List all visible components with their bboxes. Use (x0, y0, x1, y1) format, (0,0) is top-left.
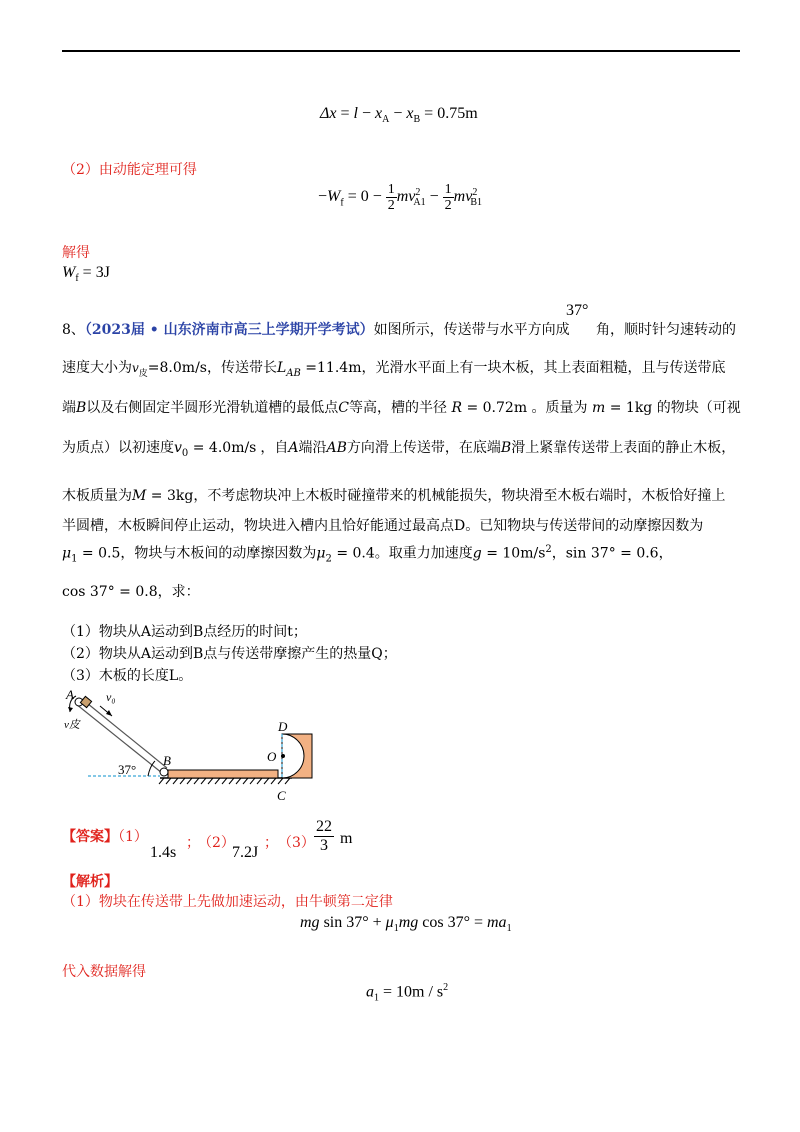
header-rule (62, 50, 740, 52)
label-c: C (277, 788, 286, 803)
analysis-step-1: （1）物块在传送带上先做加速运动，由牛顿第二定律 (62, 894, 393, 910)
q8-text: 木板质量为 (62, 488, 132, 504)
question-source: （2023届 • 山东济南市高三上学期开学考试） (84, 322, 374, 338)
answer-3-fraction (314, 818, 334, 855)
label-v0: v₀ (106, 690, 116, 704)
label-o: O (267, 749, 277, 764)
q8-line3: 端B以及右侧固定半圆形光滑轨道槽的最低点C等高，槽的半径 R = 0.72m 。质量为 m = 1kg 的物块（可视 (62, 400, 741, 416)
formula-work-energy: $-W_f = 0$ − $\frac{1}{2}$ $mv^2_{A1}$ − $\frac{1}{2}$ $mv^2_{B1}$ (318, 182, 482, 213)
substitute-label: 代入数据解得 (62, 964, 146, 980)
q8-text: 速度大小为 (62, 360, 132, 376)
q8-line1b: 角，顺时针匀速转动的 (596, 322, 736, 338)
v0-arrowhead (106, 710, 112, 716)
belt-bottom-edge (82, 699, 167, 768)
answer-2: 7.2J (232, 844, 259, 861)
q8-line4: 为质点）以初速度$v_0 = 4.0m/s$ ，自A端沿AB方向滑上传送带，在底端B滑上紧靠传送带上表面的静止木板， (62, 440, 736, 459)
q8-text: 。质量为 (531, 400, 588, 416)
analysis-label: 【解析】 (62, 874, 118, 890)
q8-text: 为质点）以初速度 (62, 440, 174, 456)
label-vbelt: v皮 (64, 719, 80, 731)
question-number: 8、 (62, 322, 85, 338)
pulley-b (160, 768, 168, 776)
answer-sep-2: ； (264, 835, 278, 851)
sub-question-1: （1）物块从A运动到B点经历的时间t； (62, 624, 307, 640)
label-a: A (66, 688, 74, 702)
answer-sep-1: ； (186, 835, 200, 851)
newton-equation: mg $\sin 37^\circ + \mu_1mg$ $\cos 37^\circ = ma_1$ (300, 914, 512, 935)
acceleration-result: $a_1 = 10m / s^2$ (366, 982, 449, 1004)
answer-part-2: （2） (198, 835, 235, 851)
wooden-board (168, 770, 278, 778)
q8-line8: cos 37° = 0.8，求： (62, 584, 200, 600)
rotation-arrowhead (68, 707, 73, 712)
q8-line6: 半圆槽，木板瞬间停止运动，物块进入槽内且恰好能通过最高点D。已知物块与传送带间的动摩擦因数为 (62, 518, 704, 534)
question-8-line1 (62, 320, 570, 340)
q8-text: ，物块与木板间的动摩擦因数为 (120, 545, 317, 562)
q8-text: ，光滑水平面上有一块木板，其上表面粗糙，且与传送带底 (361, 360, 726, 376)
answer-3-unit: m (340, 830, 353, 847)
formula-delta-x: $\Delta x = l - x_A - x_B = 0.75m$ (320, 105, 478, 126)
q8-line5: 木板质量为M = 3kg，不考虑物块冲上木板时碰撞带来的机械能损失，物块滑至木板右端时，木板恰好撞上 (62, 488, 726, 504)
fraction-denominator: 3 (320, 837, 328, 854)
answer-line (62, 826, 148, 846)
answer-part-label: （1） (118, 829, 148, 845)
label-d: D (278, 719, 288, 734)
q8-text: ，传送带长 (206, 360, 277, 376)
sub-question-2: （2）物块从A运动到B点与传送带摩擦产生的热量Q； (62, 646, 397, 662)
result-wf: $W_f = 3J$ (62, 264, 110, 285)
q8-text: ，求： (157, 584, 200, 600)
answer-part-3: （3） (278, 835, 315, 851)
q8-line7: $\mu_1 = 0.5$，物块与木板间的动摩擦因数为$\mu_2 = 0.4$。取重力加速度$g = 10m/s^2$，sin 37° = 0.6， (62, 544, 673, 565)
q8-text: 的物块（可视 (656, 400, 741, 416)
solve-label: 解得 (62, 245, 90, 261)
q8-text: 。取重力加速度 (374, 545, 473, 562)
q8-line2: 速度大小为$v_皮=8.0m/s$，传送带长$L_{AB} =11.4m$，光滑水平面上有一块木板，其上表面粗糙，且与传送带底 (62, 360, 726, 379)
conveyor-figure (60, 688, 330, 806)
angle-37: 37° (566, 302, 589, 319)
answer-1: 1.4s (150, 844, 177, 861)
answer-label: 【答案】 (62, 829, 118, 845)
sub-question-3: （3）木板的长度L。 (62, 668, 193, 684)
ground-hatch (159, 778, 290, 784)
label-angle: 37° (118, 762, 137, 777)
q8-text: 如图所示，传送带与水平方向成 (373, 322, 570, 338)
q8-text: ，不考虑物块冲上木板时碰撞带来的机械能损失，物块滑至木板右端时，木板恰好撞上 (193, 488, 726, 504)
step2-title: （2）由动能定理可得 (62, 162, 197, 178)
center-o-dot (281, 754, 285, 758)
fraction-numerator: 22 (316, 818, 332, 835)
label-b: B (163, 753, 171, 768)
